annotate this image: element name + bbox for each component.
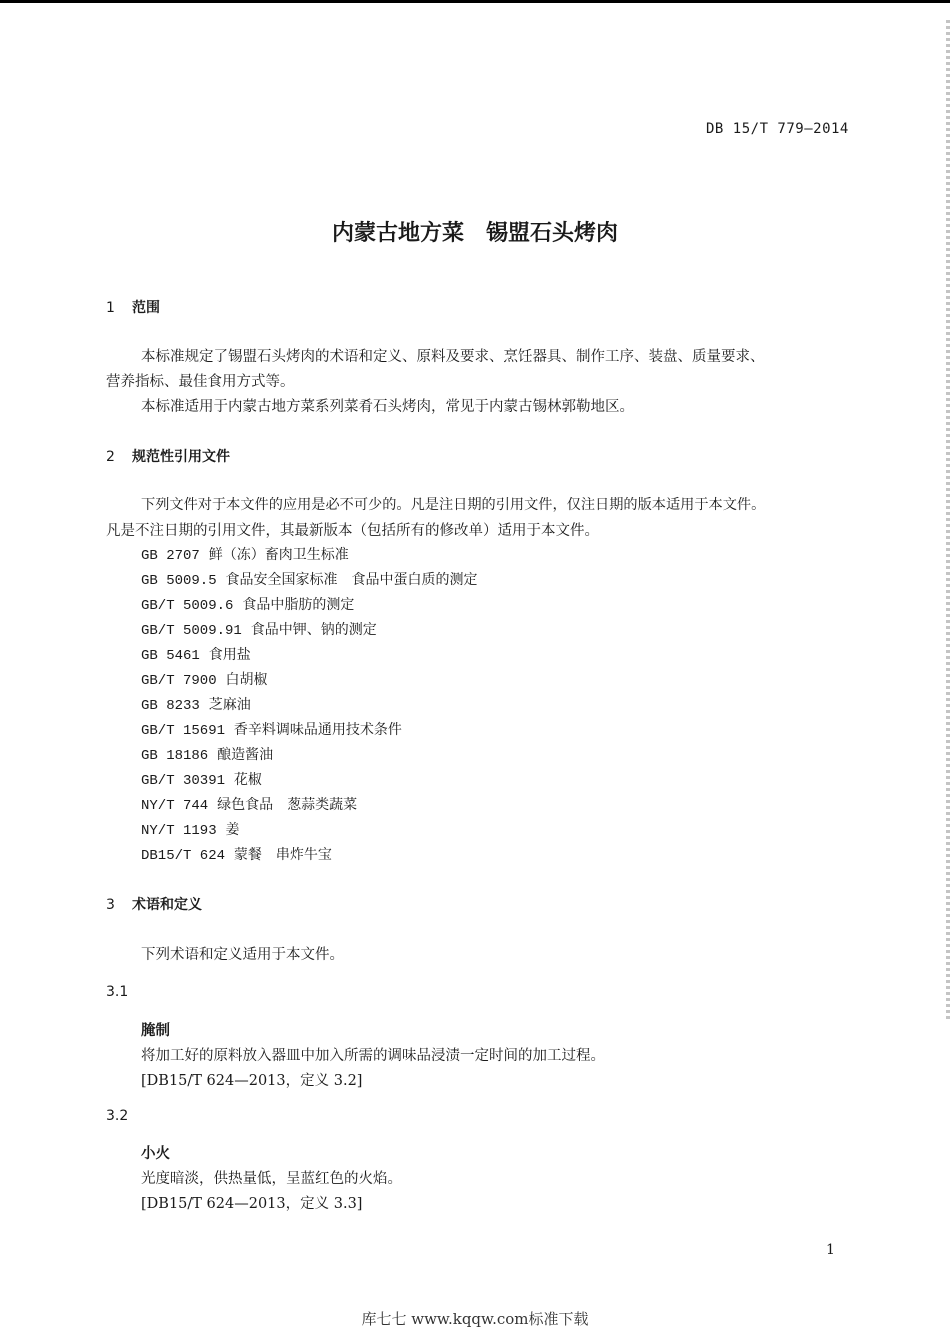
footer-watermark: 库七七 www.kqqw.com标准下载 (361, 1310, 589, 1328)
section-1-para-1: 本标准规定了锡盟石头烤肉的术语和定义、原料及要求、烹饪器具、制作工序、装盘、质量要求、 (141, 349, 765, 365)
page-top-border (0, 0, 950, 3)
reference-name: 食用盐 (208, 647, 251, 663)
page-title: 内蒙古地方菜 锡盟石头烤肉 (331, 221, 618, 246)
reference-code: GB/T 15691 (141, 723, 226, 739)
term-number: 3.1 (106, 984, 129, 1000)
reference-code: GB 8233 (141, 698, 200, 714)
reference-name: 香辛料调味品通用技术条件 (233, 722, 402, 738)
term-source: [DB15/T 624—2013，定义 3.2] (141, 1073, 363, 1089)
page-number: 1 (826, 1242, 835, 1258)
reference-code: GB/T 7900 (141, 673, 217, 689)
section-2-para-1-cont: 凡是不注日期的引用文件，其最新版本（包括所有的修改单）适用于本文件。 (106, 523, 599, 539)
section-number: 3 (106, 897, 115, 913)
reference-name: 芝麻油 (208, 697, 251, 713)
section-3-heading (106, 894, 202, 914)
reference-item (141, 719, 402, 739)
reference-code: GB/T 5009.6 (141, 598, 234, 614)
reference-item (141, 694, 251, 714)
reference-name: 花椒 (233, 772, 262, 788)
reference-code: NY/T 1193 (141, 823, 217, 839)
section-1-para-1-cont: 营养指标、最佳食用方式等。 (106, 374, 295, 390)
term-title: 腌制 (141, 1023, 170, 1039)
reference-name: 绿色食品 葱蒜类蔬菜 (217, 797, 358, 813)
reference-name: 食品安全国家标准 食品中蛋白质的测定 (225, 572, 478, 588)
section-1-para-2: 本标准适用于内蒙古地方菜系列菜肴石头烤肉，常见于内蒙古锡林郭勒地区。 (141, 399, 634, 415)
section-title: 术语和定义 (132, 897, 202, 913)
reference-item (141, 794, 357, 814)
section-title: 范围 (132, 300, 160, 316)
reference-name: 食品中钾、钠的测定 (250, 622, 377, 638)
reference-name: 酿造酱油 (217, 747, 274, 763)
reference-code: GB 5009.5 (141, 573, 217, 589)
reference-name: 姜 (225, 822, 240, 838)
term-definition: 将加工好的原料放入器皿中加入所需的调味品浸渍一定时间的加工过程。 (141, 1048, 605, 1064)
section-title: 规范性引用文件 (132, 449, 230, 465)
reference-item (141, 619, 377, 639)
reference-item (141, 569, 478, 589)
reference-code: GB/T 30391 (141, 773, 226, 789)
term-definition: 光度暗淡，供热量低，呈蓝红色的火焰。 (141, 1171, 402, 1187)
reference-item (141, 594, 354, 614)
document-number: DB 15/T 779—2014 (706, 121, 849, 137)
section-2-heading (106, 446, 230, 466)
reference-item (141, 844, 332, 864)
reference-item (141, 769, 262, 789)
reference-name: 鲜（冻）畜肉卫生标准 (208, 547, 349, 563)
section-number: 2 (106, 449, 115, 465)
section-1-heading (106, 297, 160, 317)
reference-code: GB 5461 (141, 648, 200, 664)
reference-code: GB 18186 (141, 748, 209, 764)
reference-item (141, 669, 268, 689)
section-number: 1 (106, 300, 115, 316)
reference-name: 白胡椒 (225, 672, 268, 688)
reference-code: GB/T 5009.91 (141, 623, 242, 639)
reference-item (141, 744, 273, 764)
scan-edge (946, 20, 950, 1020)
section-3-para-1: 下列术语和定义适用于本文件。 (141, 947, 344, 963)
reference-item (141, 644, 251, 664)
reference-code: NY/T 744 (141, 798, 209, 814)
reference-name: 蒙餐 串炸牛宝 (233, 847, 332, 863)
reference-name: 食品中脂肪的测定 (242, 597, 355, 613)
reference-code: DB15/T 624 (141, 848, 226, 864)
term-title: 小火 (141, 1146, 170, 1162)
section-2-para-1: 下列文件对于本文件的应用是必不可少的。凡是注日期的引用文件，仅注日期的版本适用于本文件。 (141, 497, 766, 513)
reference-code: GB 2707 (141, 548, 200, 564)
term-number: 3.2 (106, 1108, 129, 1124)
reference-item (141, 819, 240, 839)
term-source: [DB15/T 624—2013，定义 3.3] (141, 1196, 363, 1212)
reference-item (141, 544, 349, 564)
